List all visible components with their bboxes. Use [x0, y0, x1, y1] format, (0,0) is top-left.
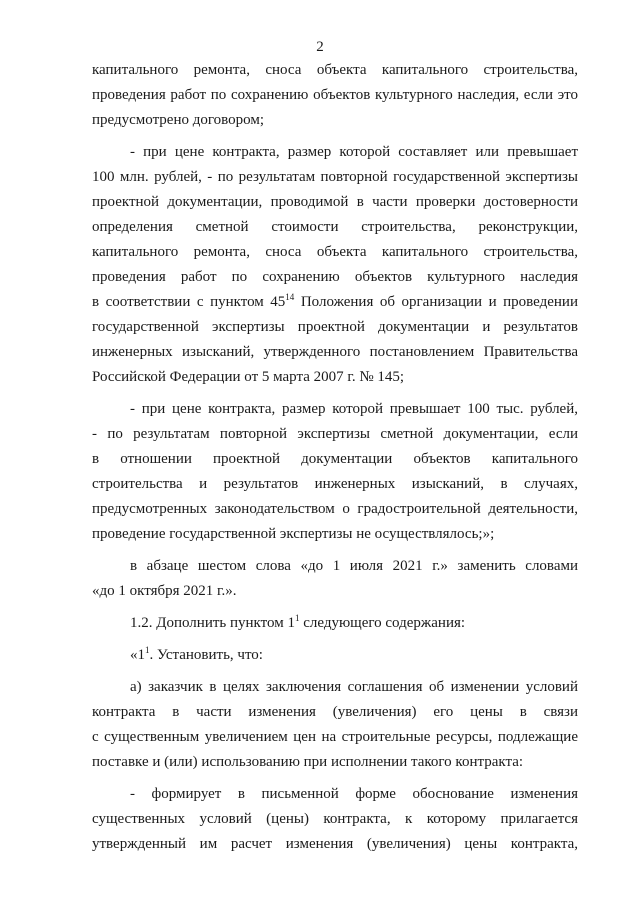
paragraph — [92, 675, 578, 775]
text-line: определения сметной стоимости строительства, реконструкции, — [92, 219, 578, 235]
text-line: проведения работ по сохранению объектов культурного наследия, если это — [92, 87, 578, 103]
text-line: Российской Федерации от 5 марта 2007 г. № 145; — [92, 369, 405, 385]
paragraph-gap — [92, 668, 578, 675]
page-number: 2 — [316, 39, 324, 55]
text-line: капитального ремонта, сноса объекта капитального строительства, — [92, 244, 578, 260]
superscript: 1 — [294, 613, 300, 623]
text-line: - при цене контракта, размер которой превышает 100 тыс. рублей, — [130, 401, 578, 417]
paragraph — [92, 611, 578, 636]
text-line: проведения работ по сохранению объектов культурного наследия — [92, 269, 578, 285]
paragraph-gap — [92, 775, 578, 782]
text-line: 1.2. Дополнить пунктом $1^1$ следующего содержания: — [130, 613, 466, 631]
paragraph — [92, 554, 578, 604]
paragraph — [92, 140, 578, 390]
paragraph-gap — [92, 547, 578, 554]
paragraph — [92, 58, 578, 133]
text-line: «$1^1$. Установить, что: — [130, 645, 263, 663]
text-line: - при цене контракта, размер которой составляет или превышает — [130, 144, 578, 160]
text-line: контракта в части изменения (увеличения) его цены в связи — [92, 704, 578, 720]
paragraph-gap — [92, 133, 578, 140]
text-line: в абзаце шестом слова «до 1 июля 2021 г.» заменить словами — [130, 558, 578, 574]
text-line: предусмотренных законодательством о градостроительной деятельности, — [92, 501, 578, 517]
text-line: 100 млн. рублей, - по результатам повторной государственной экспертизы — [92, 169, 578, 185]
paragraph-gap — [92, 636, 578, 643]
text-line: утвержденный им расчет изменения (увеличения) цены контракта, — [92, 836, 578, 852]
paragraph — [92, 782, 578, 857]
text-line: в отношении проектной документации объектов капитального — [92, 451, 578, 467]
paragraph — [92, 397, 578, 547]
text-line: проведение государственной экспертизы не осуществлялось;»; — [92, 526, 495, 542]
text-line: существенных условий (цены) контракта, к которому прилагается — [92, 811, 578, 827]
superscript: 14 — [285, 292, 295, 302]
document-body — [92, 58, 578, 857]
paragraph-gap — [92, 390, 578, 397]
text-line: поставке и (или) использованию при исполнении такого контракта: — [92, 754, 524, 770]
text-line: государственной экспертизы проектной документации и результатов — [92, 319, 578, 335]
superscript: 1 — [145, 645, 150, 655]
paragraph-gap — [92, 604, 578, 611]
paragraph — [92, 643, 578, 668]
text-line: «до 1 октября 2021 г.». — [92, 583, 237, 599]
text-line: строительства и результатов инженерных изысканий, в случаях, — [92, 476, 578, 492]
text-line: проектной документации, проводимой в части проверки достоверности — [92, 194, 578, 210]
text-line: предусмотрено договором; — [92, 112, 265, 128]
text-line: капитального ремонта, сноса объекта капитального строительства, — [92, 62, 578, 78]
text-line: в соответствии с пунктом $45^{14}$ Положения об организации и проведении — [92, 292, 578, 310]
text-line: - формирует в письменной форме обоснование изменения — [130, 786, 578, 802]
text-line: с существенным увеличением цен на строительные ресурсы, подлежащие — [92, 729, 578, 745]
text-line: а) заказчик в целях заключения соглашения об изменении условий — [130, 679, 578, 695]
text-line: инженерных изысканий, утвержденного постановлением Правительства — [92, 344, 578, 360]
text-line: - по результатам повторной экспертизы сметной документации, если — [92, 426, 578, 442]
